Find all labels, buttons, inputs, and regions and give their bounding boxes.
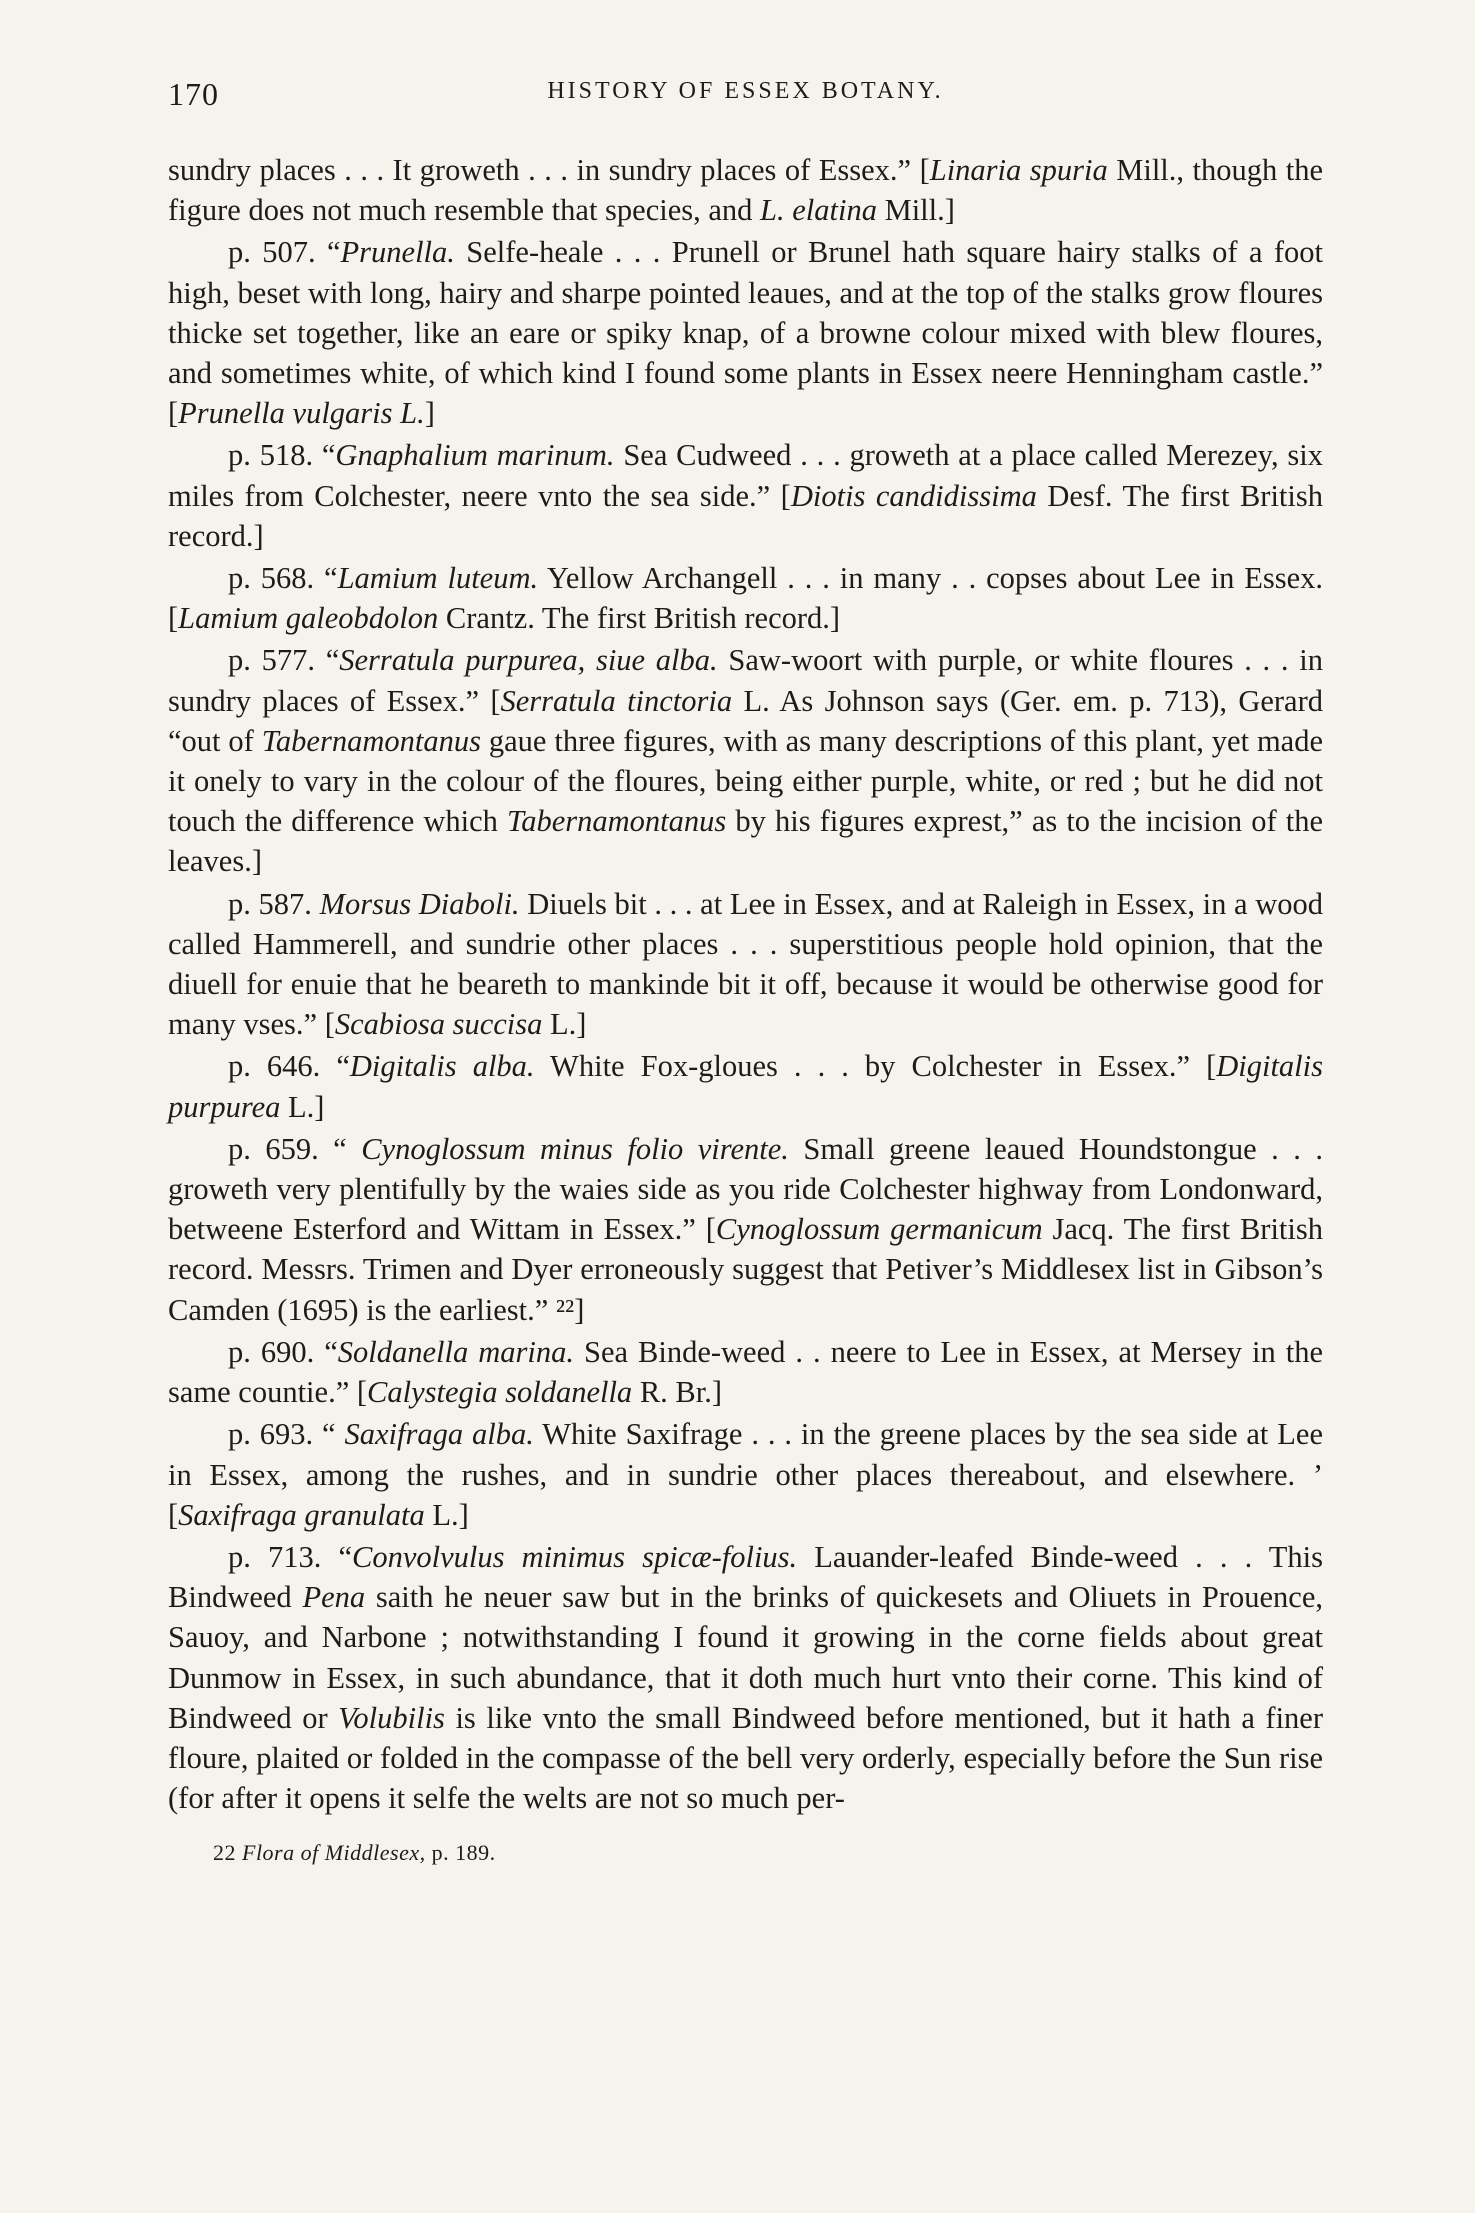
- paragraph-p-713: [168, 1537, 1323, 1818]
- italic-text: Convolvulus minimus spicæ-folius.: [352, 1539, 798, 1574]
- text-run: Lauander-leafed Binde-weed . . . This Bindweed: [168, 1539, 1323, 1615]
- italic-text: Serratula purpurea, siue alba.: [339, 643, 718, 678]
- text-run: saith he neuer saw but in the brinks of quickesets and Oliuets in Prouence, Sauoy, and Narbone ; notwithstanding I found it growing in the corne fields about great Dunmow in Essex, in such abundance, that it doth much hurt vnto their corne. This kind of Bindweed or: [168, 1580, 1323, 1735]
- italic-text: Cynoglossum minus folio virente.: [361, 1131, 789, 1166]
- italic-text: Saxifraga granulata: [178, 1497, 425, 1532]
- text-run: L.]: [280, 1089, 325, 1124]
- text-run: Sea Binde-weed . . neere to Lee in Essex, at Mersey in the same countie.” [: [168, 1334, 1323, 1410]
- text-run: R. Br.]: [632, 1375, 723, 1410]
- text-run: by his figures exprest,” as to the incision of the leaves.]: [168, 804, 1323, 879]
- italic-text: Prunella.: [340, 235, 455, 270]
- text-run: Jacq. The first British record. Messrs. Trimen and Dyer erroneously suggest that Petiver’s Middlesex list in Gibson’s Camden (1695) is the earliest.” ²²]: [168, 1212, 1324, 1327]
- italic-text: Diotis candidissima: [790, 478, 1037, 513]
- running-title: HISTORY OF ESSEX BOTANY.: [547, 78, 944, 104]
- text-run: gaue three figures, with as many descriptions of this plant, yet made it onely to vary in the colour of the floures, being either purple, white, or red ; but he did not touch the difference which: [168, 723, 1324, 839]
- text-run: p. 646. “: [228, 1049, 350, 1084]
- italic-text: Digitalis purpurea: [168, 1049, 1323, 1124]
- text-run: White Saxifrage . . . in the greene places by the sea side at Lee in Essex, among the rushes, and in sundrie other places thereabout, and elsewhere. ’ [: [168, 1417, 1323, 1532]
- paragraph-p-568: [168, 558, 1323, 638]
- book-page: [168, 70, 1323, 1866]
- text-run: Crantz. The first British record.]: [438, 601, 841, 636]
- text-run: is like vnto the small Bindweed before mentioned, but it hath a finer floure, plaited or folded in the compasse of the bell very orderly, especially before the Sun rise (for after it opens it selfe the welts are not so much per-: [168, 1700, 1323, 1816]
- text-run: p. 659. “: [228, 1131, 362, 1166]
- italic-text: Digitalis alba.: [349, 1049, 535, 1084]
- italic-text: Calystegia soldanella: [367, 1375, 633, 1410]
- text-run: p. 189.: [425, 1840, 496, 1866]
- paragraph-p-646: [168, 1046, 1323, 1126]
- text-run: p. 568. “: [228, 561, 338, 596]
- italic-text: Lamium luteum.: [337, 561, 539, 596]
- text-run: p. 713. “: [228, 1539, 353, 1574]
- paragraph-p-693: [168, 1414, 1323, 1535]
- text-run: p. 690. “: [228, 1334, 338, 1369]
- text-run: p. 587.: [228, 886, 320, 921]
- italic-text: Morsus Diaboli.: [319, 886, 520, 921]
- italic-text: Scabiosa succisa: [334, 1007, 543, 1042]
- page-header: [168, 70, 1323, 130]
- paragraph-p-587: [168, 884, 1323, 1045]
- text-run: L.]: [424, 1497, 469, 1532]
- text-run: Mill.]: [876, 193, 955, 228]
- body-text: [168, 150, 1323, 1818]
- italic-text: Soldanella marina.: [337, 1334, 574, 1369]
- text-run: 22: [213, 1840, 242, 1866]
- paragraph-p-507: [168, 232, 1323, 433]
- text-run: p. 507. “: [228, 235, 341, 270]
- italic-text: Flora of Middlesex,: [242, 1840, 426, 1866]
- text-run: Small greene leaued Houndstongue . . . groweth very plentifully by the waies side as you ride Colchester highway from Londonward, betweene Esterford and Wittam in Essex.” [: [168, 1131, 1323, 1247]
- paragraph-p-continuation: [168, 150, 1323, 230]
- italic-text: Tabernamontanus: [261, 723, 481, 758]
- text-run: L. As Johnson says (Ger. em. p. 713), Gerard “out of: [168, 683, 1323, 758]
- italic-text: Cynoglossum germanicum: [715, 1212, 1043, 1247]
- text-run: p. 577. “: [228, 643, 340, 678]
- text-run: Desf. The first British record.]: [168, 478, 1323, 553]
- text-run: p. 518. “: [228, 438, 336, 473]
- text-run: L.]: [542, 1007, 587, 1042]
- text-run: Diuels bit . . . at Lee in Essex, and at Raleigh in Essex, in a wood called Hammerell, and sundrie other places . . . superstitious people hold opinion, that the diuell for enuie that he beareth to mankinde bit it off, because it would be otherwise good for many vses.” [: [168, 886, 1324, 1042]
- italic-text: Tabernamontanus: [507, 804, 727, 839]
- paragraph-p-577: [168, 640, 1323, 881]
- paragraph-p-659: [168, 1129, 1323, 1330]
- text-run: ]: [424, 396, 435, 431]
- text-run: Sea Cudweed . . . groweth at a place called Merezey, six miles from Colchester, neere vnto the sea side.” [: [168, 438, 1323, 513]
- italic-text: Serratula tinctoria: [500, 683, 733, 718]
- paragraph-p-690: [168, 1332, 1323, 1412]
- italic-text: Saxifraga alba.: [344, 1417, 534, 1452]
- text-run: sundry places . . . It groweth . . . in sundry places of Essex.” [: [168, 153, 930, 187]
- italic-text: Prunella vulgaris L.: [178, 396, 425, 431]
- italic-text: Lamium galeobdolon: [178, 601, 439, 636]
- italic-text: L. elatina: [760, 193, 877, 228]
- text-run: Selfe-heale . . . Prunell or Brunel hath square hairy stalks of a foot high, beset with long, hairy and sharpe pointed leaues, and at the top of the stalks grow floures thicke set together, like an eare or spiky knap, of a browne colour mixed with blew floures, and sometimes white, of which kind I found some plants in Essex neere Henningham castle.” [: [168, 235, 1323, 431]
- text-run: Yellow Archangell . . . in many . . copses about Lee in Essex. [: [168, 561, 1324, 636]
- text-run: Saw-woort with purple, or white floures . . . in sundry places of Essex.” [: [168, 643, 1323, 718]
- text-run: White Fox-gloues . . . by Colchester in Essex.” [: [534, 1049, 1217, 1084]
- page-number: 170: [168, 76, 219, 112]
- italic-text: Volubilis: [338, 1700, 445, 1735]
- italic-text: Pena: [302, 1580, 366, 1615]
- text-run: p. 693. “: [228, 1417, 345, 1452]
- paragraph-p-518: [168, 435, 1323, 556]
- footnote: [168, 1840, 1323, 1866]
- text-run: Mill., though the figure does not much resemble that species, and: [168, 153, 1323, 228]
- italic-text: Gnaphalium marinum.: [335, 438, 615, 473]
- italic-text: Linaria spuria: [929, 153, 1108, 187]
